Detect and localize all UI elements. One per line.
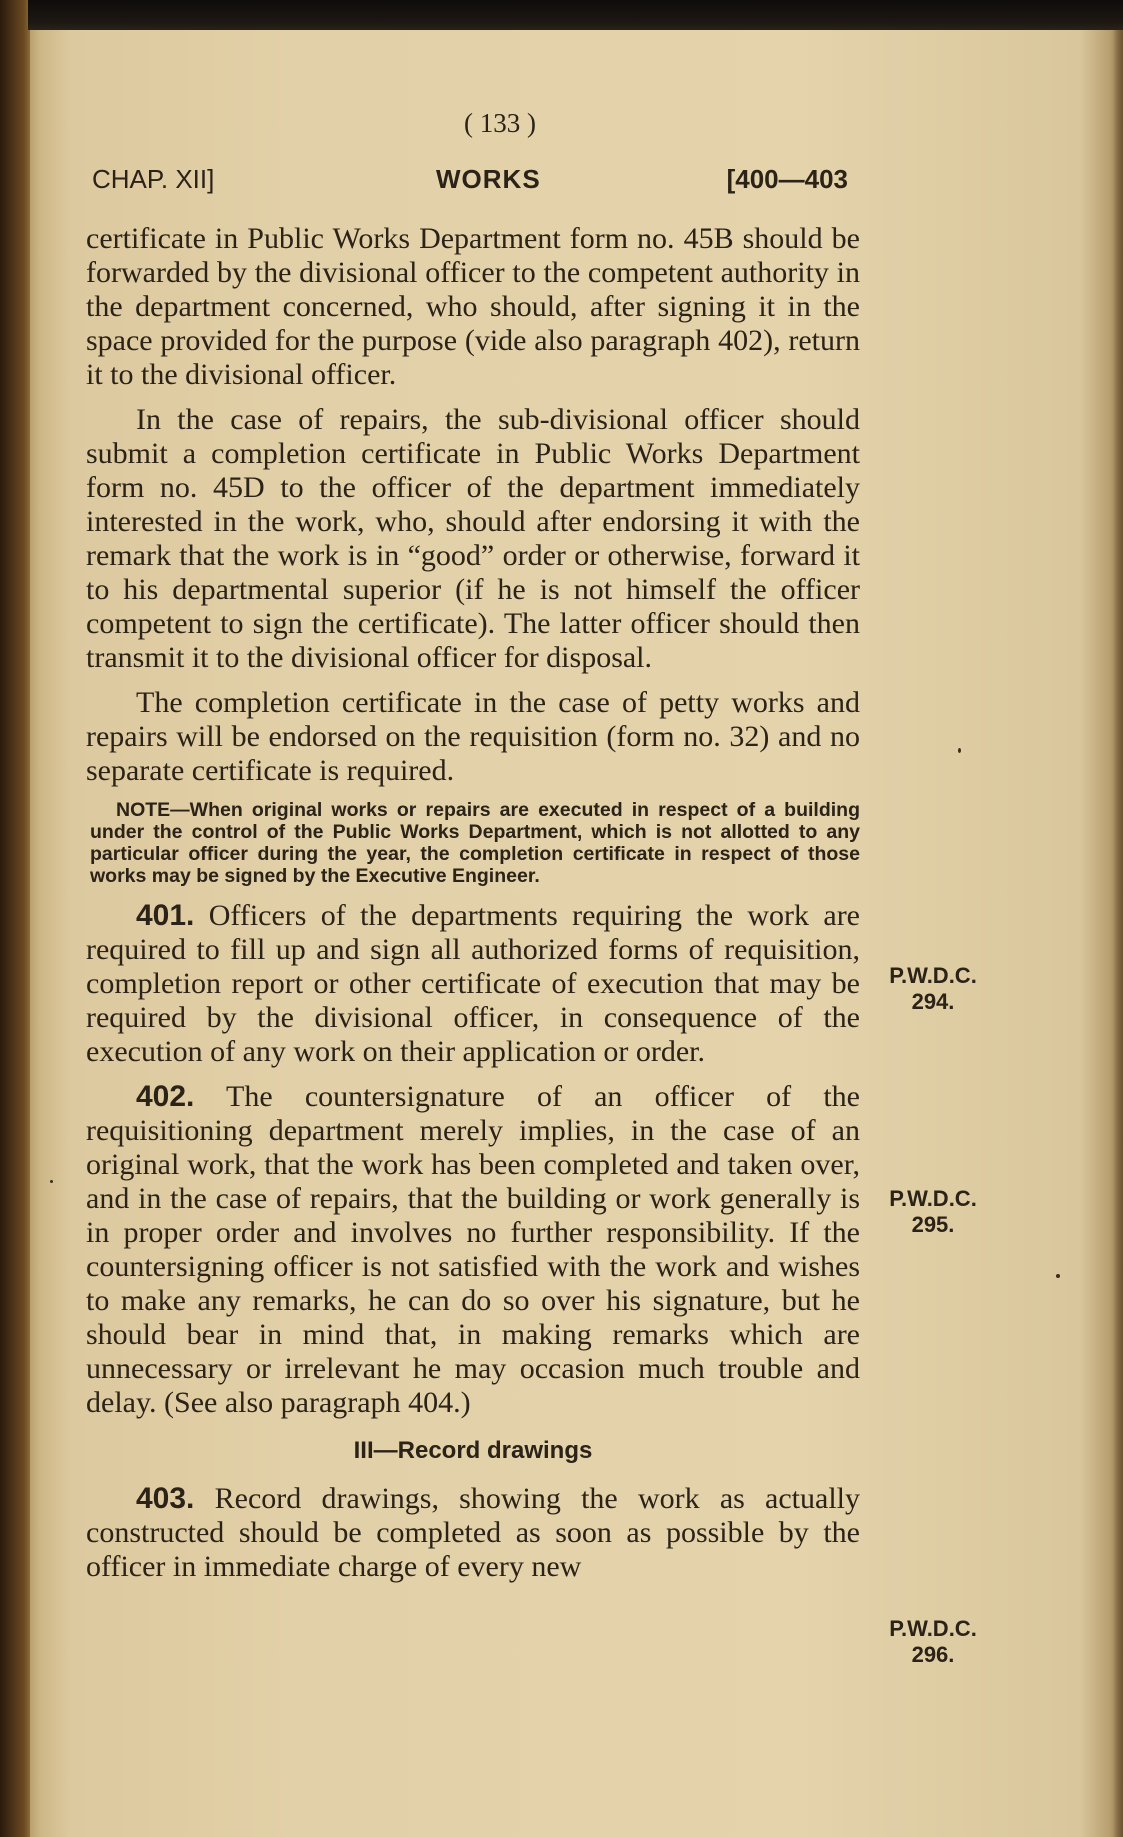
section-401-text: Officers of the departments requiring the work are required to fill up and sign all authorized forms of requisition, completion report or other certificate of execution that may be required by the divisional officer, in consequence of the execution of any work on their application or order. [86,899,860,1068]
margin-note-number: 294. [911,989,955,1014]
margin-note-403 [878,1616,988,1668]
section-402-text: The countersignature of an officer of the requisitioning department merely implies, in the case of an original work, that the work has been completed and taken over, and in the case of repairs, that the building or work generally is in proper order and involves no further responsibility. If the countersigning officer is not satisfied with the work and wishes to make any remarks, he can do so over his signature, but he should bear in mind that, in making remarks which are unnecessary or irrelevant he may occasion much trouble and delay. (See also paragraph 404.) [86,1080,860,1419]
page-right-edge [1113,30,1123,1837]
paragraph-repairs: In the case of repairs, the sub-divisional officer should submit a completion certificate in Public Works Department form no. 45D to the officer of the department immediately interested in the work, who, should after endorsing it with the remark that the work is in “good” order or otherwise, forward it to his departmental superior (if he is not himself the officer competent to sign the certificate). The latter officer should then transmit it to the divisional officer for disposal. [86,403,860,674]
paper-speck [1056,1274,1060,1278]
running-head-range: [400—403 [726,164,848,194]
section-403-number: 403. [136,1482,195,1515]
margin-note-code: P.W.D.C. [889,963,977,988]
section-402 [86,1080,860,1420]
page-number: ( 133 ) [464,108,536,138]
section-heading: III—Record drawings [353,1437,593,1464]
margin-note-code: P.W.D.C. [889,1616,977,1641]
margin-note-402 [878,1186,988,1238]
paper-speck [50,1180,53,1183]
note-paragraph: NOTE—When original works or repairs are executed in respect of a building under the control of the Public Works Department, which is not allotted to any particular officer during the year, the completion certificate in respect of those works may be signed by the Executive Engineer. [90,799,860,887]
section-401 [86,899,860,1069]
margin-note-number: 295. [911,1212,955,1237]
margin-note-number: 296. [911,1642,955,1667]
page-top-edge [28,0,1123,30]
running-head [92,164,860,204]
paragraph-continued: certificate in Public Works Department form no. 45B should be forwarded by the divisional officer to the competent authority in the department concerned, who should, after signing it in the space provided for the purpose (vide also paragraph 402), return it to the divisional officer. [86,222,860,391]
section-403-text: Record drawings, showing the work as actually constructed should be completed as soon as possible by the officer in immediate charge of every new [86,1482,860,1583]
running-head-title: WORKS [436,164,541,194]
running-head-chapter: CHAP. XII] [92,164,215,194]
paper-speck [958,748,961,753]
section-402-number: 402. [136,1080,195,1113]
paragraph-petty-works: The completion certificate in the case of petty works and repairs will be endorsed on the requisition (form no. 32) and no separate certificate is required. [86,686,860,787]
book-spine [0,0,30,1837]
section-401-number: 401. [136,899,195,932]
margin-note-code: P.W.D.C. [889,1186,977,1211]
section-403 [86,1482,860,1584]
page-body [86,222,860,1595]
margin-note-401 [878,963,988,1015]
